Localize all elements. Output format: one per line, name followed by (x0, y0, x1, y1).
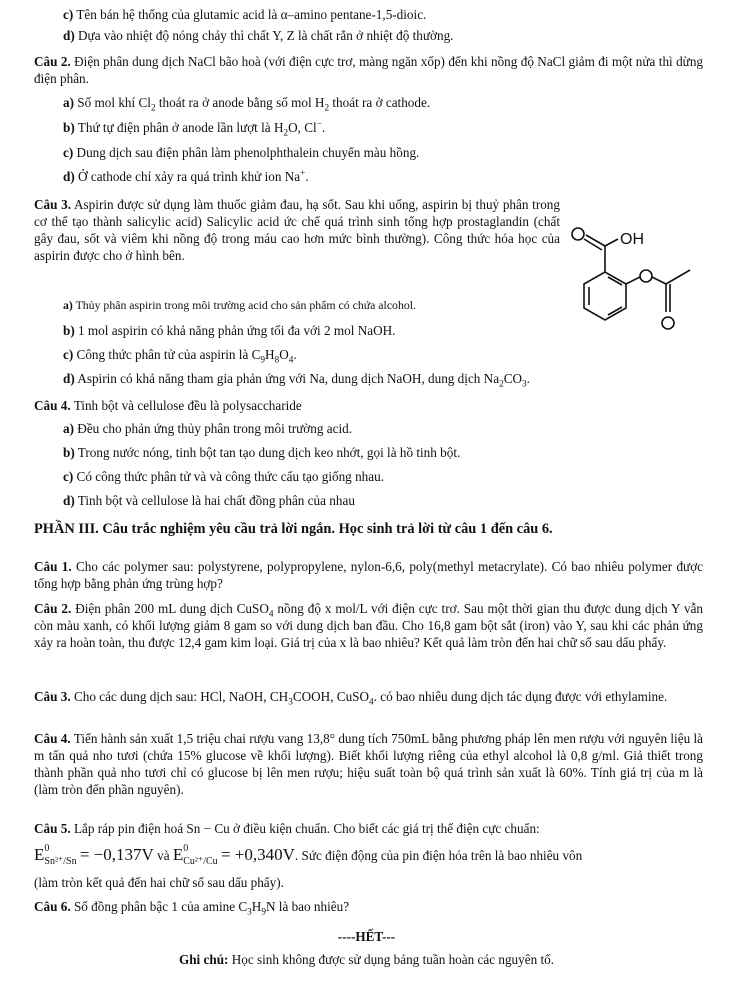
part3-question-5-tail: (làm tròn kết quả đến hai chữ số sau dấu phẩy). (34, 875, 284, 890)
footer-note: Ghi chú: Học sinh không được sử dụng bảng tuần hoàn các nguyên tố. (178, 952, 555, 967)
q4-option-d: d) Tinh bột và cellulose là hai chất đồng phân của nhau (63, 493, 355, 508)
part-3-heading: PHẦN III. Câu trắc nghiệm yêu cầu trả lời ngắn. Học sinh trả lời từ câu 1 đến câu 6. (34, 521, 553, 537)
q3-option-d: d) Aspirin có khả năng tham gia phản ứng với Na, dung dịch NaOH, dung dịch $Na_2CO_3$. (63, 371, 530, 389)
q2-option-b: b) Thứ tự điện phân ở anode lần lượt là $H_2O$, Cl−. (63, 118, 326, 138)
q3-option-b: b) 1 mol aspirin có khả năng phản ứng tối đa với 2 mol NaOH. (63, 323, 396, 338)
q3-option-a: a) Thủy phân aspirin trong môi trường acid cho sản phẩm có chứa alcohol. (63, 298, 416, 312)
q4-option-b: b) Trong nước nóng, tinh bột tan tạo dung dịch keo nhớt, gọi là hồ tinh bột. (63, 445, 461, 460)
ester-bond (626, 277, 640, 284)
part3-question-6: Câu 6. Số đồng phân bậc 1 của amine $C_3H_9N$ là bao nhiêu? (34, 899, 350, 917)
part3-question-2: Câu 2. Điện phân 200 mL dung dịch CuSO$_4$ nồng độ x mol/L với điện cực trơ. Sau một thời gian thu được dung dịch Y vẫn còn màu xanh, có khối lượng giảm 8 gam so với dung dịch ban đầu. Cho 16,8 gam bột sắt (iron) vào Y, sau khi các phản ứng xảy ra hoàn toàn, thu được 12,4 gam kim loại. Giá trị của x là bao nhiêu? Kết quả làm tròn đến hai chữ số sau dấu phẩy. (34, 601, 704, 651)
oxygen-atom (572, 228, 584, 240)
methyl-bond (666, 270, 690, 284)
q2-option-a: a) Số mol khí $Cl_2$ thoát ra ở anode bằng số mol $H_2$ thoát ra ở cathode. (63, 95, 431, 113)
oxygen-atom (640, 270, 652, 282)
q3-option-c: c) Công thức phân tử của aspirin là $C_9H_8O_4$. (63, 347, 297, 365)
aspirin-structure (556, 222, 706, 350)
q4-option-c: c) Có công thức phân tử và và công thức cấu tạo giống nhau. (63, 469, 385, 484)
part3-question-5: Câu 5. Lắp ráp pin điện hoá Sn − Cu ở điều kiện chuẩn. Cho biết các giá trị thế điện cực chuẩn: (34, 821, 540, 836)
item-1d: d) Dựa vào nhiệt độ nóng chảy thì chất Y, Z là chất rắn ở nhiệt độ thường. (63, 28, 454, 43)
part3-question-1: Câu 1. Cho các polymer sau: polystyrene, polypropylene, nylon-6,6, poly(methyl metacrylate). Có bao nhiêu polymer được tổng hợp bằng phản ứng trùng hợp? (34, 559, 704, 592)
carbonyl-bond (586, 235, 605, 246)
q2-option-d: d) Ở cathode chỉ xảy ra quá trình khử ion Na+. (63, 167, 309, 184)
question-4-stem: Câu 4. Tinh bột và cellulose đều là polysaccharide (34, 398, 302, 413)
q4-option-a: a) Đều cho phản ứng thủy phân trong môi trường acid. (63, 421, 353, 436)
oh-label: OH (620, 231, 644, 248)
ester-bond (652, 277, 666, 284)
question-2-stem: Câu 2. Điện phân dung dịch NaCl bão hoà (với điện cực trơ, màng ngăn xốp) đến khi nồng độ NaCl giảm đi một nửa thì dừng điện phân. (34, 54, 704, 87)
part3-question-4: Câu 4. Tiến hành sản xuất 1,5 triệu chai rượu vang 13,8° dung tích 750mL bằng phương pháp lên men rượu với nguyên liệu là m tấn quả nho tươi (chứa 15% glucose về khối lượng). Biết khối lượng riêng của ethyl alcohol là 0,8 g/ml. Giả thiết trong thành phần quả nho tươi chỉ có glucose bị lên men rượu; hiệu suất toàn bộ quá trình sản xuất là 60%. Tính giá trị của m là (làm tròn đến phần nguyên). (34, 731, 703, 798)
oxygen-atom (662, 317, 674, 329)
benzene-ring (584, 272, 626, 320)
carbonyl-bond (584, 239, 602, 250)
item-1c: c) Tên bán hệ thống của glutamic acid là α–amino pentane-1,5-dioic. (63, 7, 427, 22)
question-3-stem: Câu 3. Aspirin được sử dụng làm thuốc giảm đau, hạ sốt. Sau khi uống, aspirin bị thuỷ phân trong cơ thể tạo thành salicylic acid) Salicylic acid ức chế quá trình sinh tổng hợp prostaglandin (chất gây đau, sốt và viêm khi nồng độ trong máu cao hơn mức bình thường). Công thức hóa học của aspirin được cho ở hình bên. (34, 197, 560, 264)
part3-question-5-equation: E 0 $_{Sn^{2+}/Sn}$ = −0,137V và E 0 $_{Cu^{2+}/Cu}$ = +0,340V. Sức điện động của pin điện hóa trên là bao nhiêu vôn (34, 843, 583, 867)
hydroxyl-bond (605, 239, 618, 246)
q2-option-c: c) Dung dịch sau điện phân làm phenolphthalein chuyển màu hồng. (63, 145, 420, 160)
part3-question-3: Câu 3. Cho các dung dịch sau: HCl, NaOH, $CH_3COOH$, CuSO$_4$. có bao nhiêu dung dịch tác dụng được với ethylamine. (34, 689, 668, 707)
end-mark: ----HẾT--- (337, 929, 396, 944)
